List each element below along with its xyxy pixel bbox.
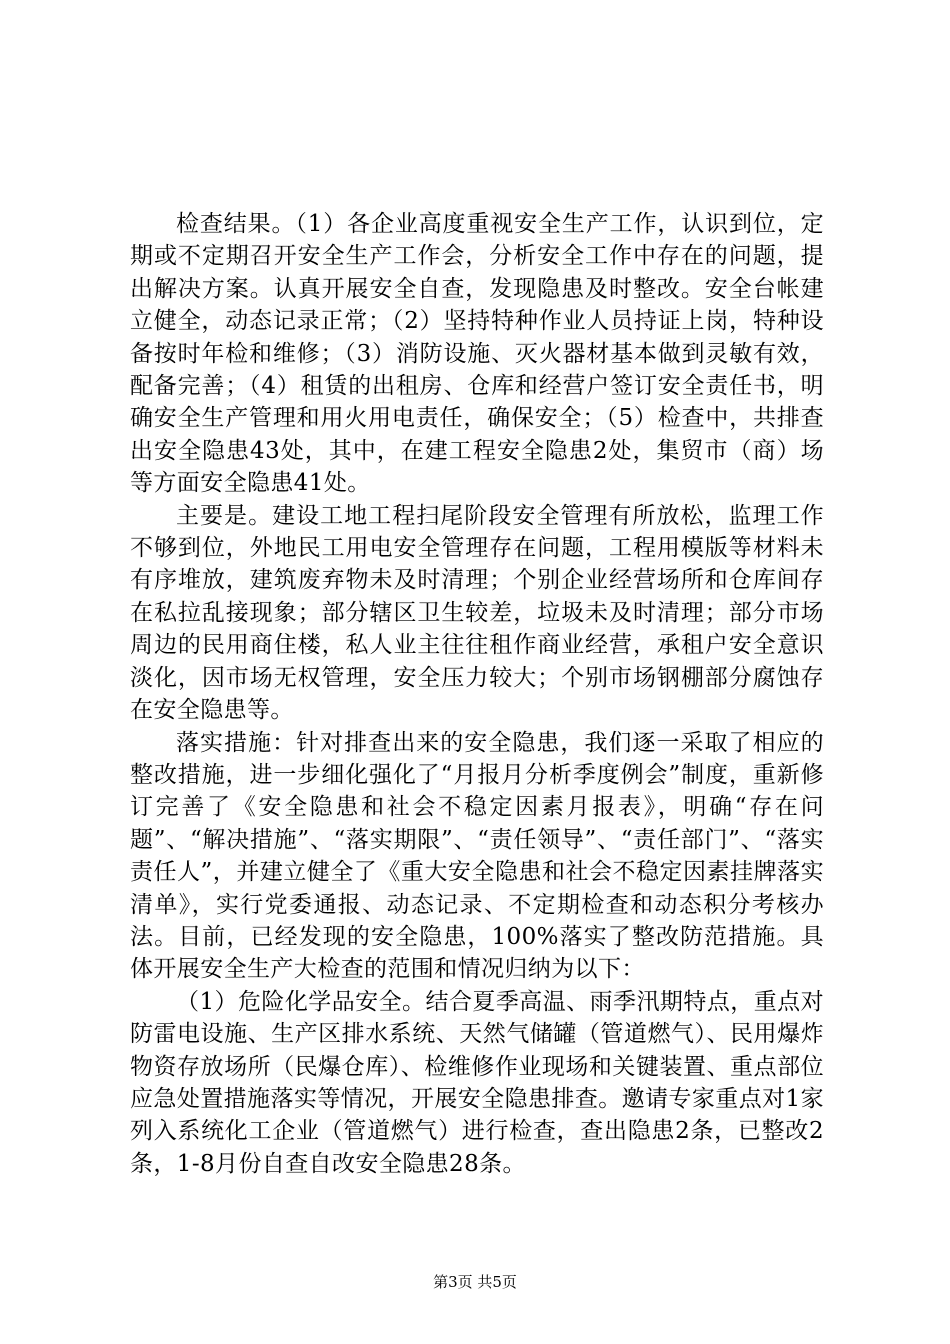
page-footer: 第3页 共5页 <box>433 1273 517 1291</box>
paragraph-main-problems: 主要是。建设工地工程扫尾阶段安全管理有所放松，监理工作不够到位，外地民工用电安全管理存在问题，工程用模版等材料未有序堆放，建筑废弃物未及时清理；个别企业经营场所和仓库间存在私拉乱接现象；部分辖区卫生较差，垃圾未及时清理；部分市场周边的民用商住楼，私人业主往往租作商业经营，承租户安全意识淡化，因市场无权管理，安全压力较大；个别市场钢棚部分腐蚀存在安全隐患等。 <box>130 502 824 724</box>
document-body <box>130 208 824 1180</box>
paragraph-implementation-measures: 落实措施：针对排查出来的安全隐患，我们逐一采取了相应的整改措施，进一步细化强化了“月报月分析季度例会”制度，重新修订完善了《安全隐患和社会不稳定因素月报表》，明确“存在问题”、“解决措施”、“落实期限”、“责任领导”、“责任部门”、“落实责任人”，并建立健全了《重大安全隐患和社会不稳定因素挂牌落实清单》，实行党委通报、动态记录、不定期检查和动态积分考核办法。目前，已经发现的安全隐患，100%落实了整改防范措施。具体开展安全生产大检查的范围和情况归纳为以下： <box>130 729 824 983</box>
paragraph-inspection-results: 检查结果。（1）各企业高度重视安全生产工作，认识到位，定期或不定期召开安全生产工作会，分析安全工作中存在的问题，提出解决方案。认真开展安全自查，发现隐患及时整改。安全台帐建立健全，动态记录正常；（2）坚持特种作业人员持证上岗，特种设备按时年检和维修；（3）消防设施、灭火器材基本做到灵敏有效，配备完善；（4）租赁的出租房、仓库和经营户签订安全责任书，明确安全生产管理和用火用电责任，确保安全；（5）检查中，共排查出安全隐患43处，其中，在建工程安全隐患2处，集贸市（商）场等方面安全隐患41处。 <box>130 211 824 497</box>
paragraph-hazardous-chemicals: （1）危险化学品安全。结合夏季高温、雨季汛期特点，重点对防雷电设施、生产区排水系统、天然气储罐（管道燃气）、民用爆炸物资存放场所（民爆仓库）、检维修作业现场和关键装置、重点部位应急处置措施落实等情况，开展安全隐患排查。邀请专家重点对1家列入系统化工企业（管道燃气）进行检查，查出隐患2条，已整改2条，1-8月份自查自改安全隐患28条。 <box>130 988 824 1177</box>
